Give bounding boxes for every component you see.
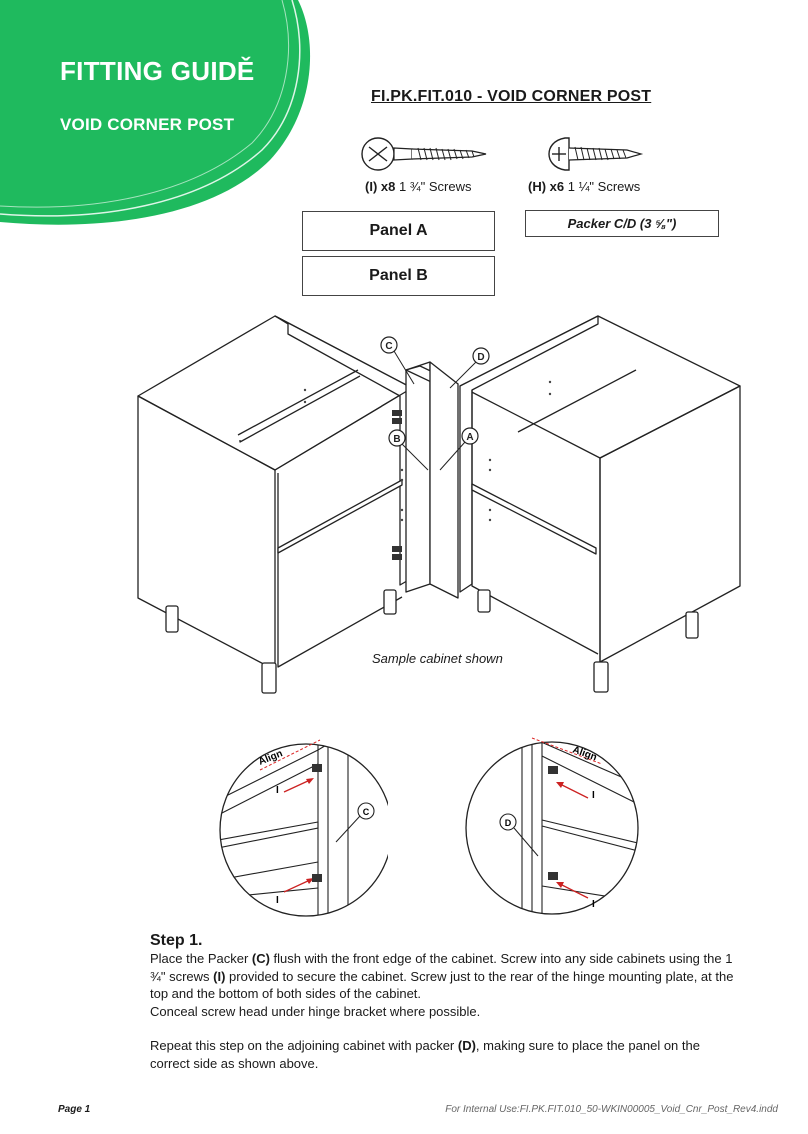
screw-i-icon <box>360 136 495 172</box>
callout-b-label: B <box>393 434 401 445</box>
screw-h-qty: (H) x6 <box>528 179 565 194</box>
left-cabinet-leg <box>166 606 178 632</box>
step-ref-c: (C) <box>251 951 270 966</box>
step-text: flush with the front edge of the cabinet. Screw into any side cabinets using the 1 ¾" screws <box>150 951 733 984</box>
screw-mark-right-top: I <box>592 790 595 801</box>
screw-i-label <box>365 179 472 194</box>
step-body <box>150 950 740 1072</box>
corner-post <box>406 362 430 592</box>
page-number: Page 1 <box>58 1104 91 1115</box>
screw-h-label <box>528 179 640 194</box>
callout-c-label: C <box>385 341 393 352</box>
internal-use-note: For Internal Use:FI.PK.FIT.010_50-WKIN00005_Void_Cnr_Post_Rev4.indd <box>445 1104 778 1115</box>
step-text: provided to secure the cabinet. Screw just to the rear of the hinge mounting plate, at the top and the bottom of both sides of the cabinet. <box>150 968 734 1001</box>
diagram-caption: Sample cabinet shown <box>372 651 503 666</box>
detail-left <box>218 730 388 930</box>
guide-title: FITTING GUIDĚ <box>60 56 255 86</box>
callout-d-label: D <box>477 352 485 363</box>
right-cabinet-side <box>600 386 740 662</box>
screw-h-size: 1 ¼" Screws <box>567 179 641 194</box>
step-paragraph-1 <box>150 950 740 1003</box>
panel-b-box: Panel B <box>302 256 495 296</box>
detail-right <box>452 726 642 926</box>
panel-a-box: Panel A <box>302 211 495 251</box>
callout-d-detail-label: D <box>504 818 512 828</box>
callout-a-label: A <box>466 432 474 443</box>
step-text: Place the Packer <box>150 951 252 966</box>
step-title: Step 1. <box>150 932 203 949</box>
screw-mark-right-bottom: I <box>592 899 595 910</box>
cabinet-diagram <box>130 310 750 700</box>
screw-h-icon <box>547 136 647 172</box>
step-text: , making sure to place the panel on the correct side as shown above. <box>150 1038 700 1071</box>
callout-c-detail-label: C <box>362 807 370 817</box>
right-cabinet-leg <box>594 662 608 692</box>
step-ref-i: (I) <box>213 968 226 984</box>
step-text: Repeat this step on the adjoining cabinet with packer <box>150 1038 458 1053</box>
screw-i-size: 1 ¾" Screws <box>398 179 472 194</box>
align-label-right: Align <box>570 744 599 764</box>
step-ref-d: (D) <box>457 1038 476 1053</box>
guide-subtitle: VOID CORNER POST <box>60 115 235 134</box>
document-title: FI.PK.FIT.010 - VOID CORNER POST <box>371 88 652 105</box>
detail-left-frame <box>220 744 388 916</box>
align-label-left: Align <box>257 748 285 768</box>
left-cabinet-side <box>138 396 275 670</box>
right-cabinet-leg <box>686 612 698 638</box>
screw-i-qty: (I) x8 <box>365 179 396 194</box>
screw-mark-left-top: I <box>276 785 279 796</box>
packer-box: Packer C/D (3 ⅝") <box>525 210 719 237</box>
step-paragraph-2: Conceal screw head under hinge bracket where possible. <box>150 1003 481 1019</box>
screw-mark-left-bottom: I <box>276 895 279 906</box>
left-cabinet-leg <box>262 663 276 693</box>
step-paragraph-3 <box>150 1037 740 1072</box>
